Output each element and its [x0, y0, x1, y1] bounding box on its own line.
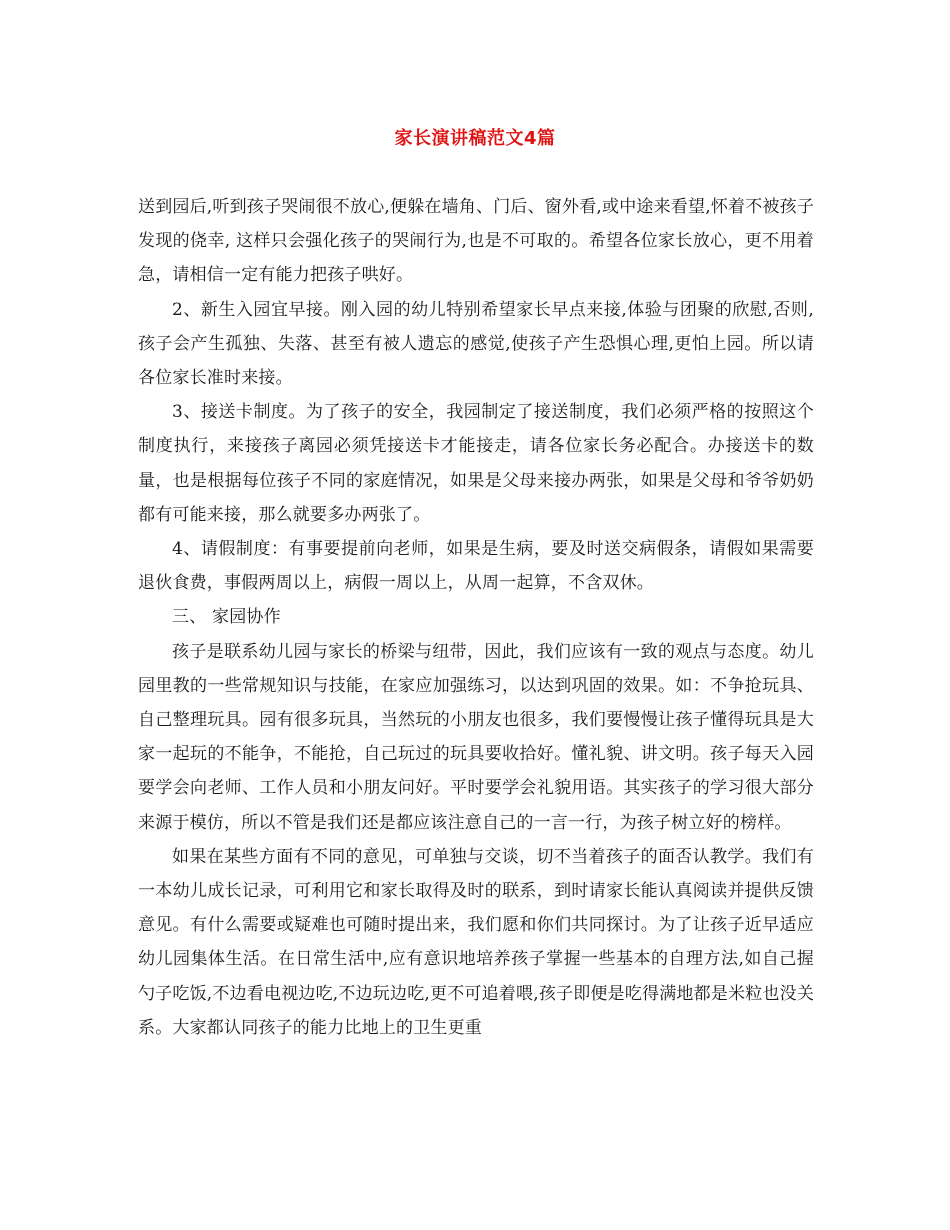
section-heading-home-school: 三、 家园协作 — [172, 607, 281, 628]
paragraph-dropoff-continued: 送到园后,听到孩子哭闹很不放心,便躲在墙角、门后、窗外看,或中途来看望,怀着不被孩子发现的侥幸, 这样只会强化孩子的哭闹行为,也是不可取的。希望各位家长放心，更不用着急，请相信一定有能力把孩子哄好。 — [138, 197, 815, 286]
paragraph-leave-policy: 4、请假制度：有事要提前向老师，如果是生病，要及时送交病假条，请假如果需要退伙食费，事假两周以上，病假一周以上，从周一起算，不含双休。 — [138, 539, 814, 594]
paragraph-home-school-bridge: 孩子是联系幼儿园与家长的桥梁与纽带，因此，我们应该有一致的观点与态度。幼儿园里教的一些常规知识与技能，在家应加强练习，以达到巩固的效果。如：不争抢玩具、自己整理玩具。园有很多玩具，当然玩的小朋友也很多，我们要慢慢让孩子懂得玩具是大家一起玩的不能争，不能抢，自己玩过的玩具要收拾好。懂礼貌、讲文明。孩子每天入园要学会向老师、工作人员和小朋友问好。平时要学会礼貌用语。其实孩子的学习很大部分来源于模仿，所以不管是我们还是都应该注意自己的一言一行，为孩子树立好的榜样。 — [138, 641, 814, 833]
document-title: 家长演讲稿范文4篇 — [394, 128, 556, 149]
paragraph-early-pickup: 2、新生入园宜早接。刚入园的幼儿特别希望家长早点来接,体验与团聚的欣慰,否则,孩子会产生孤独、失落、甚至有被人遗忘的感觉,使孩子产生恐惧心理,更怕上园。所以请各位家长准时来接。 — [138, 299, 814, 389]
paragraph-pickup-card: 3、接送卡制度。为了孩子的安全，我园制定了接送制度，我们必须严格的按照这个制度执行，来接孩子离园必须凭接送卡才能接走，请各位家长务必配合。办接送卡的数量，也是根据每位孩子不同的家庭情况，如果是父母来接办两张，如果是父母和爷爷奶奶都有可能来接，那么就要多办两张了。 — [138, 402, 814, 525]
paragraph-growth-record: 如果在某些方面有不同的意见，可单独与交谈，切不当着孩子的面否认教学。我们有一本幼儿成长记录，可利用它和家长取得及时的联系，到时请家长能认真阅读并提供反馈意见。有什么需要或疑难也可随时提出来，我们愿和你们共同探讨。为了让孩子近早适应幼儿园集体生活。在日常生活中,应有意识地培养孩子掌握一些基本的自理方法,如自己握勺子吃饭,不边看电视边吃,不边玩边吃,更不可追着喂,孩子即便是吃得满地都是米粒也没关系。大家都认同孩子的能力比地上的卫生更重 — [138, 846, 815, 1038]
document-body — [138, 190, 814, 1045]
